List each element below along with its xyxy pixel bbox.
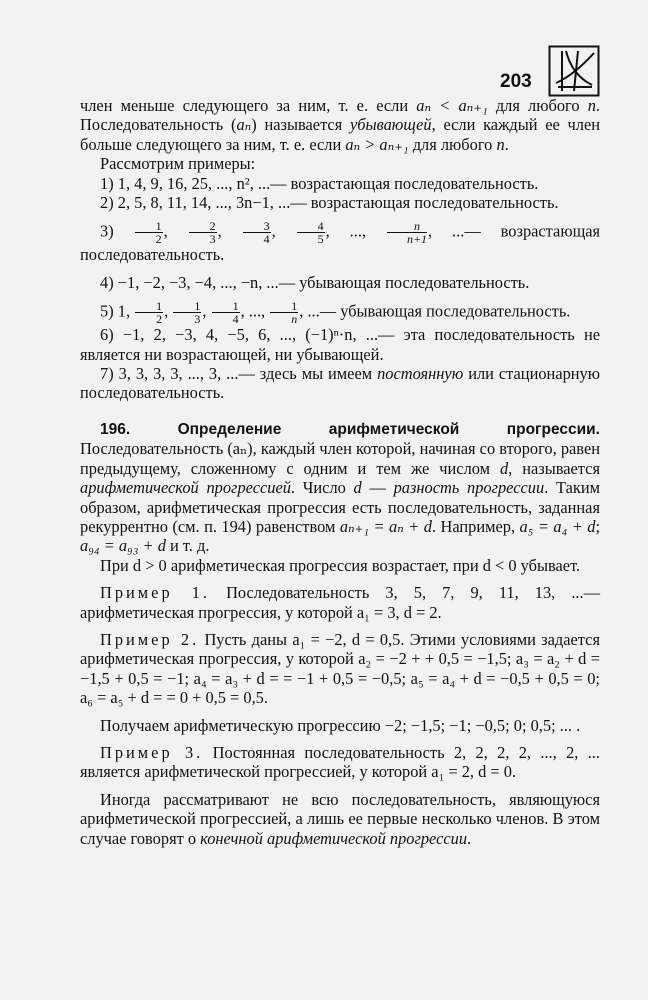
example-2: 2) 2, 5, 8, 11, 14, ..., 3n−1, ...— возрастающая последовательность.: [100, 193, 559, 213]
examples-title: Рассмотрим примеры:: [100, 154, 256, 174]
example-6: 6) −1, 2, −3, 4, −5, 6, ..., (−1)ⁿ·n, ...— эта последовательность не является ни возрастающей, ни убывающей.: [80, 325, 600, 364]
example-4: 4) −1, −2, −3, −4, ..., −n, ...— убывающая последовательность.: [100, 272, 530, 292]
example-1: 1) 1, 4, 9, 16, 25, ..., n², ...— возрастающая последовательность.: [100, 173, 539, 193]
example-block-1: Пример 1. Последовательность 3, 5, 7, 9, 11, 13, ...— арифметическая прогрессия, у которой a₁ = 3, d = 2.: [80, 583, 600, 622]
section-paragraph: 196. Определение арифметической прогрессии. Последовательность (aₙ), каждый член которой, начиная со второго, равен предыдущему, сложенному с одним и тем же числом d, называется арифметической прогрессией. Число d — разность прогрессии. Таким образом, арифметическая прогрессия есть последовательность, заданная рекуррентно (см. п. 194) равенством aₙ₊₁ = aₙ + d. Например, a₅ = a₄ + d; a₉₄ = a₉₃ + d и т. д.: [80, 420, 600, 556]
example-3: 3) $\frac{1}{2}$ , $\frac{2}{3}$ , $\frac{3}{4}$ , $\frac{4}{5}$ , ..., $\frac{n}{n+1}$ , ...— возрастающая последовательность.: [80, 219, 601, 265]
example-7: 7) 3, 3, 3, 3, ..., 3, ...— здесь мы имеем постоянную или стационарную последовательность.: [80, 364, 600, 403]
example-5: 5) 1, $\frac{1}{2}$ , $\frac{1}{3}$ , $\frac{1}{4}$ , ..., $\frac{1}{n}$ , ...— убывающая последовательность.: [100, 299, 571, 327]
term-decreasing: убывающей: [349, 115, 432, 135]
example-block-2: Пример 2. Пусть даны a₁ = −2, d = 0,5. Этими условиями задается арифметическая прогрессия, у которой a₂ = −2 + + 0,5 = −1,5; a₃ = a₂ + d = −1,5 + 0,5 = −1; a₄ = a₃ + d = = −1 + 0,5 = −0,5; a₅ = a₄ + d = −0,5 + 0,5 = 0; a₆ = a₅ + d = = 0 + 0,5 = 0,5.: [80, 629, 600, 708]
example-2-result: Получаем арифметическую прогрессию −2; −1,5; −1; −0,5; 0; 0,5; ... .: [100, 715, 581, 735]
term-arithmetic-progression: арифметической прогрессией: [80, 478, 291, 498]
monotonic-note: При d > 0 арифметическая прогрессия возрастает, при d < 0 убывает.: [100, 555, 581, 575]
intro-paragraph: член меньше следующего за ним, т. е. если aₙ < aₙ₊₁ для любого n. Последовательность (aₙ) называется убывающей, если каждый ее член больше следующего за ним, т. е. если aₙ > aₙ₊₁ для любого n.: [80, 96, 600, 154]
term-finite-progression: конечной арифметической прогрессии: [200, 828, 468, 848]
final-paragraph: Иногда рассматривают не всю последовательность, являющуюся арифметической прогрессией, а лишь ее первые несколько членов. В этом случае говорят о конечной арифметической прогрессии.: [80, 789, 600, 848]
text-body: [80, 96, 600, 848]
page-number: 203: [500, 71, 532, 92]
example-block-3: Пример 3. Постоянная последовательность 2, 2, 2, 2, ..., 2, ... является арифметической прогрессией, у которой a₁ = 2, d = 0.: [80, 742, 600, 782]
chapter-graph-icon: [548, 45, 600, 97]
section-heading: 196. Определение арифметической прогрессии.: [100, 420, 600, 438]
